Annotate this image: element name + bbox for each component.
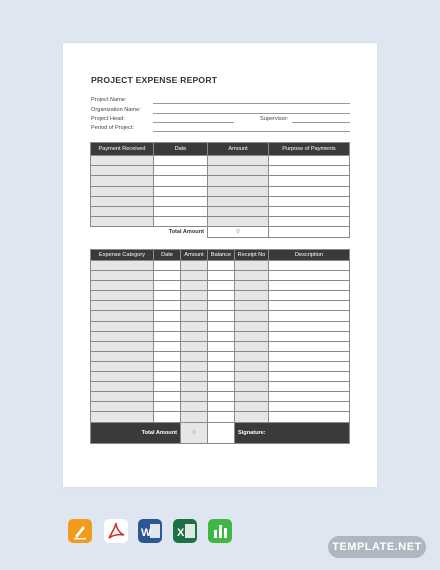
table-cell bbox=[181, 291, 208, 301]
table-cell bbox=[91, 206, 154, 216]
table-cell bbox=[91, 351, 154, 361]
table-cell bbox=[208, 321, 235, 331]
col-payment-received: Payment Received bbox=[91, 143, 154, 156]
table-cell bbox=[154, 166, 208, 176]
table-cell bbox=[208, 166, 269, 176]
table-cell bbox=[208, 392, 235, 402]
word-glyph bbox=[138, 519, 162, 543]
table-row bbox=[91, 176, 350, 186]
table-cell bbox=[91, 217, 154, 227]
period-label: Period of Project: bbox=[91, 125, 134, 131]
table-cell bbox=[269, 166, 350, 176]
table-cell bbox=[235, 412, 269, 422]
table-cell bbox=[208, 361, 235, 371]
table-cell bbox=[181, 321, 208, 331]
signature-label: Signature: bbox=[235, 422, 350, 443]
table-cell bbox=[91, 341, 154, 351]
table-cell bbox=[235, 321, 269, 331]
table-cell bbox=[181, 311, 208, 321]
table-cell bbox=[269, 271, 350, 281]
svg-text:X: X bbox=[177, 527, 185, 539]
table-cell bbox=[208, 206, 269, 216]
table-cell bbox=[154, 372, 181, 382]
table-cell bbox=[91, 301, 154, 311]
table-cell bbox=[269, 402, 350, 412]
table-cell bbox=[154, 217, 208, 227]
watermark bbox=[368, 477, 369, 481]
table-cell bbox=[269, 351, 350, 361]
numbers-icon[interactable] bbox=[208, 519, 232, 543]
acrobat-glyph bbox=[104, 519, 128, 543]
table-cell bbox=[154, 412, 181, 422]
table-cell bbox=[208, 176, 269, 186]
table-cell bbox=[208, 402, 235, 412]
col-balance: Balance bbox=[208, 250, 235, 261]
table-cell bbox=[269, 281, 350, 291]
table-cell bbox=[91, 281, 154, 291]
document-title: PROJECT EXPENSE REPORT bbox=[91, 75, 218, 85]
col-date: Date bbox=[154, 250, 181, 261]
col-amount: Amount bbox=[208, 143, 269, 156]
table-cell bbox=[154, 176, 208, 186]
table-cell bbox=[154, 392, 181, 402]
table-cell bbox=[154, 361, 181, 371]
table-cell bbox=[91, 261, 154, 271]
table-cell bbox=[154, 311, 181, 321]
expenses-header-row bbox=[91, 250, 350, 261]
table-cell bbox=[91, 331, 154, 341]
payments-total-label: Total Amount bbox=[91, 227, 208, 237]
table-cell bbox=[235, 281, 269, 291]
table-cell bbox=[154, 186, 208, 196]
table-cell bbox=[269, 227, 350, 237]
table-row bbox=[91, 372, 350, 382]
project-name-line bbox=[153, 103, 350, 104]
table-row bbox=[91, 206, 350, 216]
table-cell bbox=[235, 361, 269, 371]
excel-glyph bbox=[173, 519, 197, 543]
table-cell bbox=[208, 271, 235, 281]
table-cell bbox=[181, 261, 208, 271]
table-cell bbox=[181, 361, 208, 371]
table-cell bbox=[235, 301, 269, 311]
supervisor-line bbox=[292, 122, 350, 123]
table-row bbox=[91, 351, 350, 361]
table-cell bbox=[208, 196, 269, 206]
supervisor-label: Supervisor: bbox=[260, 116, 289, 122]
table-row bbox=[91, 311, 350, 321]
table-cell bbox=[269, 321, 350, 331]
table-cell bbox=[91, 196, 154, 206]
col-receipt-no: Receipt No bbox=[235, 250, 269, 261]
table-cell bbox=[91, 412, 154, 422]
expenses-total-value: 0 bbox=[181, 422, 208, 443]
table-cell bbox=[91, 166, 154, 176]
table-cell bbox=[208, 341, 235, 351]
numbers-glyph bbox=[208, 519, 232, 543]
col-description: Description bbox=[269, 250, 350, 261]
table-cell bbox=[154, 291, 181, 301]
table-row bbox=[91, 281, 350, 291]
table-row bbox=[91, 392, 350, 402]
table-cell bbox=[235, 291, 269, 301]
table-cell bbox=[154, 156, 208, 166]
col-purpose: Purpose of Payments bbox=[269, 143, 350, 156]
table-cell bbox=[269, 196, 350, 206]
payments-total-row bbox=[91, 227, 350, 237]
table-row bbox=[91, 291, 350, 301]
table-cell bbox=[181, 271, 208, 281]
table-cell bbox=[154, 206, 208, 216]
template-net-badge[interactable]: TEMPLATE.NET bbox=[328, 536, 426, 558]
project-head-label: Project Head: bbox=[91, 116, 125, 122]
table-cell bbox=[91, 361, 154, 371]
table-cell bbox=[181, 392, 208, 402]
table-cell bbox=[91, 402, 154, 412]
table-cell bbox=[208, 382, 235, 392]
table-cell bbox=[235, 372, 269, 382]
table-cell bbox=[235, 261, 269, 271]
expenses-total-label: Total Amount bbox=[91, 422, 181, 443]
expenses-table bbox=[90, 249, 350, 444]
table-cell bbox=[208, 261, 235, 271]
table-cell bbox=[91, 291, 154, 301]
table-cell bbox=[91, 311, 154, 321]
col-amount: Amount bbox=[181, 250, 208, 261]
table-cell bbox=[235, 271, 269, 281]
table-cell bbox=[181, 281, 208, 291]
payments-header-row bbox=[91, 143, 350, 156]
table-row bbox=[91, 331, 350, 341]
table-cell bbox=[269, 331, 350, 341]
table-cell bbox=[91, 392, 154, 402]
table-cell bbox=[91, 321, 154, 331]
table-cell bbox=[181, 341, 208, 351]
word-icon[interactable] bbox=[138, 519, 162, 543]
table-row bbox=[91, 196, 350, 206]
table-cell bbox=[208, 311, 235, 321]
table-row bbox=[91, 321, 350, 331]
table-cell bbox=[269, 206, 350, 216]
table-row bbox=[91, 412, 350, 422]
table-cell bbox=[154, 341, 181, 351]
table-row bbox=[91, 361, 350, 371]
expenses-body bbox=[91, 261, 350, 423]
payments-total-value: 0 bbox=[208, 227, 269, 237]
table-cell bbox=[91, 156, 154, 166]
table-cell bbox=[269, 412, 350, 422]
table-cell bbox=[91, 176, 154, 186]
table-cell bbox=[208, 412, 235, 422]
pages-icon[interactable] bbox=[68, 519, 92, 543]
table-cell bbox=[154, 382, 181, 392]
table-row bbox=[91, 186, 350, 196]
table-cell bbox=[208, 156, 269, 166]
table-cell bbox=[269, 382, 350, 392]
table-cell bbox=[208, 217, 269, 227]
table-cell bbox=[269, 156, 350, 166]
table-cell bbox=[181, 412, 208, 422]
table-cell bbox=[269, 176, 350, 186]
table-row bbox=[91, 301, 350, 311]
table-row bbox=[91, 382, 350, 392]
table-cell bbox=[91, 271, 154, 281]
table-cell bbox=[154, 301, 181, 311]
table-cell bbox=[154, 321, 181, 331]
table-cell bbox=[269, 311, 350, 321]
table-cell bbox=[154, 281, 181, 291]
table-cell bbox=[91, 372, 154, 382]
table-cell bbox=[181, 372, 208, 382]
table-cell bbox=[154, 402, 181, 412]
table-cell bbox=[269, 217, 350, 227]
table-cell bbox=[269, 392, 350, 402]
table-cell bbox=[208, 291, 235, 301]
table-cell bbox=[235, 392, 269, 402]
table-row bbox=[91, 156, 350, 166]
project-head-line bbox=[153, 122, 234, 123]
table-cell bbox=[269, 301, 350, 311]
table-cell bbox=[181, 351, 208, 361]
table-cell bbox=[154, 271, 181, 281]
excel-icon[interactable] bbox=[173, 519, 197, 543]
col-expense-category: Expense Category bbox=[91, 250, 154, 261]
table-row bbox=[91, 402, 350, 412]
table-cell bbox=[154, 196, 208, 206]
document-page bbox=[63, 43, 377, 487]
table-cell bbox=[208, 372, 235, 382]
table-row bbox=[91, 217, 350, 227]
table-cell bbox=[208, 422, 235, 443]
table-cell bbox=[235, 351, 269, 361]
table-cell bbox=[91, 382, 154, 392]
table-cell bbox=[269, 186, 350, 196]
table-cell bbox=[235, 331, 269, 341]
organization-name-line bbox=[153, 113, 350, 114]
table-cell bbox=[269, 291, 350, 301]
table-cell bbox=[208, 331, 235, 341]
expenses-total-row bbox=[91, 422, 350, 443]
table-cell bbox=[208, 301, 235, 311]
pdf-icon[interactable] bbox=[104, 519, 128, 543]
table-cell bbox=[269, 261, 350, 271]
table-cell bbox=[91, 186, 154, 196]
project-name-label: Project Name: bbox=[91, 97, 127, 103]
table-cell bbox=[181, 301, 208, 311]
table-cell bbox=[269, 361, 350, 371]
table-cell bbox=[181, 331, 208, 341]
table-cell bbox=[208, 281, 235, 291]
period-line bbox=[153, 131, 350, 132]
table-row bbox=[91, 271, 350, 281]
table-cell bbox=[235, 402, 269, 412]
table-cell bbox=[181, 382, 208, 392]
table-row bbox=[91, 341, 350, 351]
pen-glyph bbox=[68, 519, 92, 543]
table-cell bbox=[154, 351, 181, 361]
svg-text:W: W bbox=[141, 527, 152, 539]
payments-table bbox=[90, 142, 350, 238]
table-cell bbox=[208, 186, 269, 196]
col-date: Date bbox=[154, 143, 208, 156]
table-cell bbox=[269, 341, 350, 351]
table-cell bbox=[154, 331, 181, 341]
table-row bbox=[91, 166, 350, 176]
table-cell bbox=[235, 382, 269, 392]
table-cell bbox=[181, 402, 208, 412]
table-cell bbox=[154, 261, 181, 271]
table-cell bbox=[208, 351, 235, 361]
organization-name-label: Organization Name: bbox=[91, 107, 141, 113]
table-cell bbox=[269, 372, 350, 382]
table-cell bbox=[235, 311, 269, 321]
table-cell bbox=[235, 341, 269, 351]
table-row bbox=[91, 261, 350, 271]
